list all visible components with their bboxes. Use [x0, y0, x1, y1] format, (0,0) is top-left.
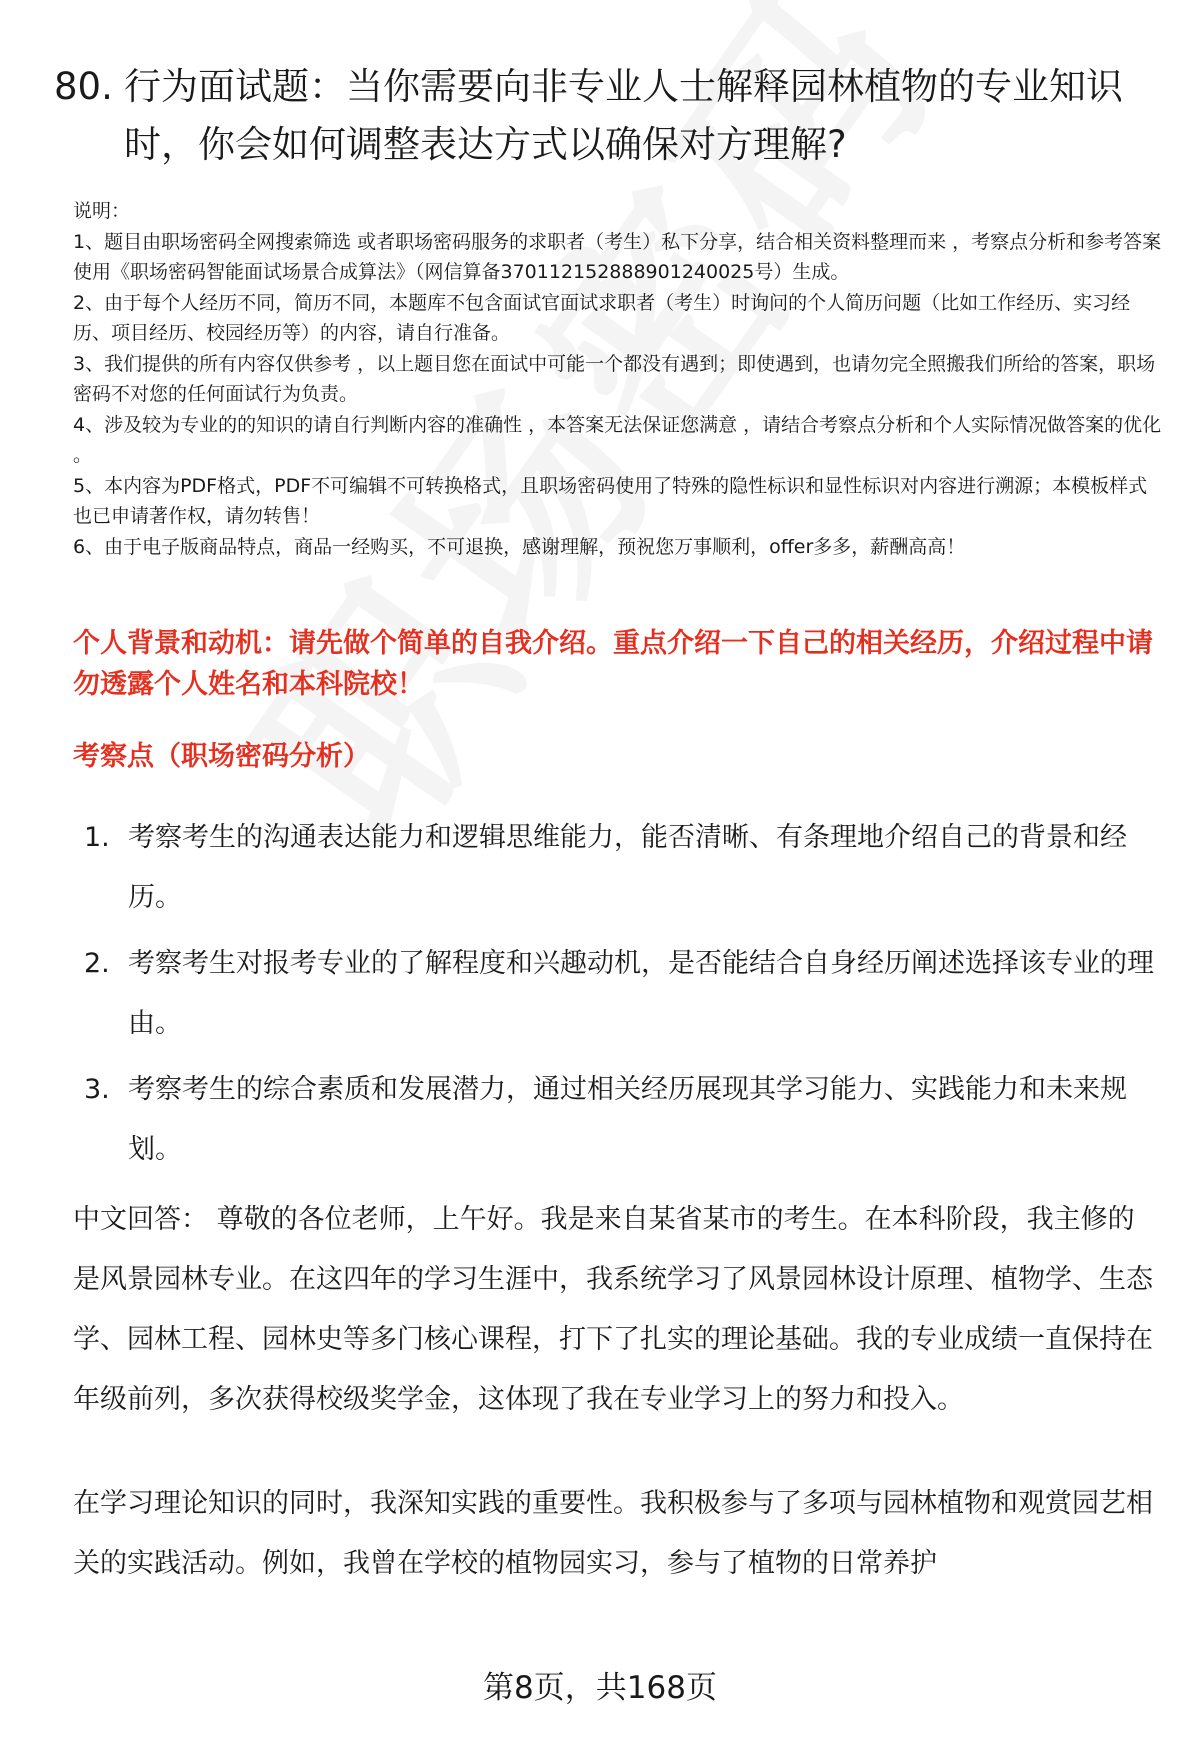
exam-point-number: 1.: [84, 822, 110, 853]
exam-heading: 考察点（职场密码分析）: [73, 741, 370, 772]
exam-point-text: 考察考生对报考专业的了解程度和兴趣动机，是否能结合自身经历阐述选择该专业的理由。: [128, 948, 1154, 1039]
answer-section: [73, 1190, 1153, 1638]
exam-point-number: 3.: [84, 1074, 110, 1105]
background-heading: 个人背景和动机：请先做个简单的自我介绍。重点介绍一下自己的相关经历，介绍过程中请勿透露个人姓名和本科院校！: [73, 628, 1153, 700]
exam-point: [84, 1060, 1154, 1180]
answer-paragraph: 在学习理论知识的同时，我深知实践的重要性。我积极参与了多项与园林植物和观赏园艺相关的实践活动。例如，我曾在学校的植物园实习，参与了植物的日常养护: [73, 1488, 1153, 1579]
note-item: 4、涉及较为专业的的知识的请自行判断内容的准确性 ，本答案无法保证您满意 ，请结合考察点分析和个人实际情况做答案的优化 。: [73, 413, 1162, 466]
note-item: 2、由于每个人经历不同，简历不同，本题库不包含面试官面试求职者（考生）时询问的个人简历问题（比如工作经历、实习经历、项目经历、校园经历等）的内容，请自行准备。: [73, 291, 1131, 344]
page-footer: 第8页，共168页: [483, 1670, 717, 1706]
exam-point-text: 考察考生的综合素质和发展潜力，通过相关经历展现其学习能力、实践能力和未来规划。: [128, 1074, 1127, 1165]
question-title-line1: 80. 行为面试题：当你需要向非专业人士解释园林植物的专业知识: [54, 58, 1134, 116]
answer-paragraph: 中文回答： 尊敬的各位老师，上午好。我是来自某省某市的考生。在本科阶段，我主修的是风景园林专业。在这四年的学习生涯中，我系统学习了风景园林设计原理、植物学、生态学、园林工程、园林史等多门核心课程，打下了扎实的理论基础。我的专业成绩一直保持在年级前列，多次获得校级奖学金，这体现了我在专业学习上的努力和投入。: [73, 1204, 1153, 1415]
note-item: 3、我们提供的所有内容仅供参考 ，以上题目您在面试中可能一个都没有遇到；即使遇到，也请勿完全照搬我们所给的答案，职场密码不对您的任何面试行为负责。: [73, 352, 1156, 405]
notes-title: 说明：: [73, 200, 131, 222]
exam-point-number: 2.: [84, 948, 110, 979]
notes-section: [73, 196, 1163, 562]
question-number: 80.: [54, 65, 113, 108]
note-item: 5、本内容为PDF格式，PDF不可编辑不可转换格式，且职场密码使用了特殊的隐性标识和显性标识对内容进行溯源；本模板样式也已申请著作权，请勿转售！: [73, 474, 1148, 527]
question-title: [54, 58, 1134, 174]
exam-point-text: 考察考生的沟通表达能力和逻辑思维能力，能否清晰、有条理地介绍自己的背景和经历。: [128, 822, 1127, 913]
question-title-line2: 时，你会如何调整表达方式以确保对方理解?: [124, 123, 847, 166]
note-item: 1、题目由职场密码全网搜索筛选 或者职场密码服务的求职者（考生）私下分享，结合相关资料整理而来 ，考察点分析和参考答案使用《职场密码智能面试场景合成算法》（网信算备370112152888901240025号）生成。: [73, 230, 1162, 283]
exam-points-list: [84, 808, 1154, 1186]
exam-point: [84, 934, 1154, 1054]
exam-point: [84, 808, 1154, 928]
note-item: 6、由于电子版商品特点，商品一经购买，不可退换，感谢理解，预祝您万事顺利，offer多多，薪酬高高！: [73, 535, 966, 558]
